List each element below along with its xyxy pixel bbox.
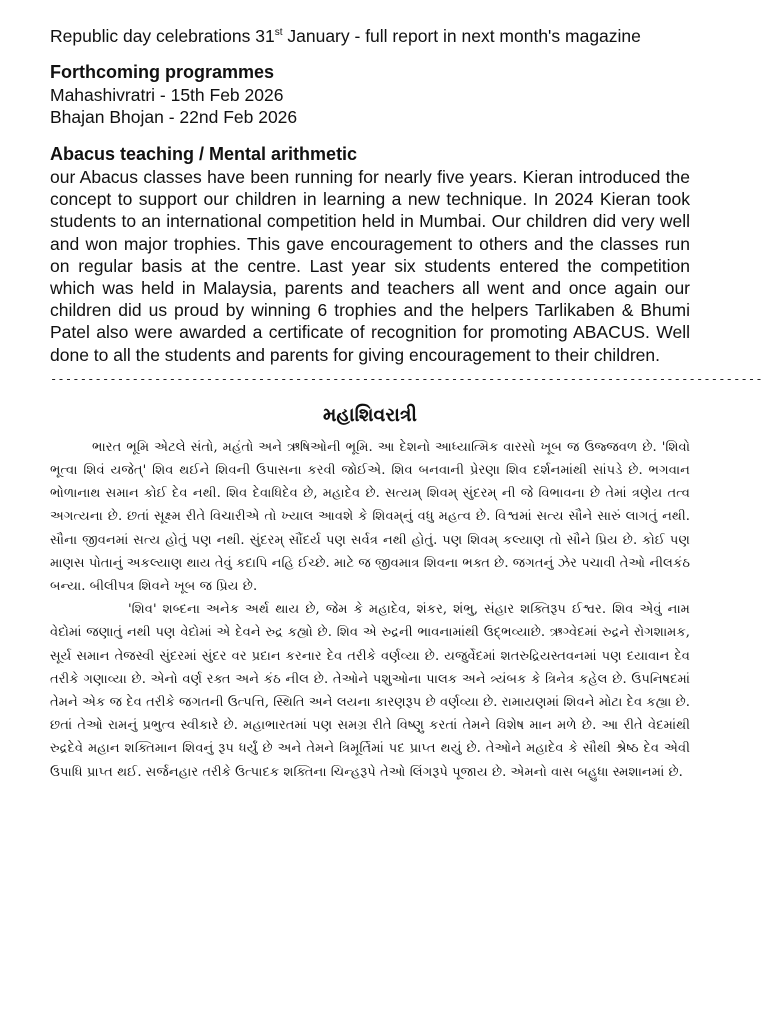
ordinal-suffix: st — [274, 27, 283, 38]
gujarati-article-title: મહાશિવરાત્રી — [323, 403, 417, 426]
forthcoming-heading: Forthcoming programmes — [50, 62, 275, 82]
abacus-section — [50, 142, 690, 366]
gujarati-paragraph: 'શિવ' શબ્દના અનેક અર્થ થાય છે, જેમ કે મહાદેવ, શંકર, શંભુ, સંહાર શક્તિરૂપ ઈશ્વર. શિવ એવું નામ વેદોમાં જણાતું નથી પણ વેદોમાં એ દેવને રુદ્ર કહ્યો છે. શિવ એ રુદ્રની ભાવનામાંથી ઉદ્ભવ્યાછે. ઋગ્વેદમાં રુદ્રને રોગશામક, સૂર્ય સમાન તેજસ્વી સુંદરમાં સુંદર વર પ્રદાન કરનાર દેવ તરીકે વર્ણવ્યા છે. યજુર્વેદમાં શતરુદ્રિયસ્તવનમાં પણ દયાવાન દેવ તરીકે ગણાવ્યા છે. એનો વર્ણ રક્ત અને કંઠ નીલ છે. તેઓને પશુઓના પાલક અને ત્ર્યંબક કે ત્રિનેત્ર કહેલ છે. ઉપનિષદમાં તેમને એક જ દેવ તરીકે જગતની ઉત્પત્તિ, સ્થિતિ અને લયના કારણરૂપ છે વર્ણવ્યા છે. રામાયણમાં શિવને મોટા દેવ કહ્યા છે. છતાં તેઓ રામનું પ્રભુત્વ સ્વીકારે છે. મહાભારતમાં પણ સમગ્ર રીતે વિષ્ણુ કરતાં તેમને વિશેષ માન મળે છે. આ રીતે વેદમાંથી રુદ્રદેવે મહાન શક્તિમાન શિવનું રૂપ ધર્યું છે અને તેમને ત્રિમૂર્તિમાં પદ પ્રાપ્ત થયું છે. તેઓને મહાદેવ કે સૌથી શ્રેષ્ઠ દેવ એવી ઉપાધિ પ્રાપ્ત થઈ. સર્જનહાર તરીકે ઉત્પાદક શક્તિના ચિન્હરૂપે તેઓ લિંગરૂપે પૂજાય છે. એમનો વાસ બહુધા સ્મશાનમાં છે. — [50, 602, 690, 780]
notice-text-start: Republic day celebrations 31 — [50, 26, 275, 46]
newsletter-page — [50, 24, 763, 784]
section-divider: ------------------------------------------------------------------------------------------------ — [50, 371, 763, 386]
republic-day-notice — [50, 24, 690, 48]
abacus-heading: Abacus teaching / Mental arithmetic — [50, 144, 358, 164]
programme-item: Mahashivratri - 15th Feb 2026 — [50, 85, 284, 105]
forthcoming-section — [50, 60, 690, 128]
notice-text-end: January - full report in next month's magazine — [282, 26, 641, 46]
abacus-body: our Abacus classes have been running for nearly five years. Kieran introduced the concept to support our children in learning a new technique. In 2024 Kieran took students to an international competition held in Mumbai. Our children did very well and won major trophies. This gave encouragement to others and the classes run on regular basis at the centre. Last year six students entered the competition which was held in Malaysia, parents and teachers all went and once again our children did us proud by winning 6 trophies and the helpers Tarlikaben & Bhumi Patel also were awarded a certificate of recognition for promoting ABACUS. Well done to all the students and parents for giving encouragement to their children. — [50, 167, 690, 365]
programme-item: Bhajan Bhojan - 22nd Feb 2026 — [50, 107, 298, 127]
gujarati-paragraph: ભારત ભૂમિ એટલે સંતો, મહંતો અને ઋષિઓની ભૂમિ. આ દેશનો આધ્યાત્મિક વારસો ખૂબ જ ઉજ્જવળ છે. 'શિવો ભૂત્વા શિવં યજેત્' શિવ થઈને શિવની ઉપાસના કરવી જોઈએ. શિવ બનવાની પ્રેરણા શિવ દર્શનમાંથી સાંપડે છે. ભગવાન ભોળાનાથ સમાન કોઈ દેવ નથી. શિવ દેવાધિદેવ છે, મહાદેવ છે. સત્યમ્ શિવમ્ સુંદરમ્ ની જે વિભાવના છે તેમાં ત્રણેય તત્વ અગત્યના છે. છતાં સૂક્ષ્મ રીતે વિચારીએ તો ખ્યાલ આવશે કે શિવમ્‌નું વધુ મહત્વ છે. વિશ્વમાં સત્ય સૌને સારું લાગતું નથી. સૌના જીવનમાં સત્ય હોતું પણ નથી. સુંદરમ્ સૌંદર્ય પણ સર્વત્ર નથી હોતું. પણ શિવમ્ કલ્યાણ તો સૌને પ્રિય છે. કોઈ પણ માણસ પોતાનું અકલ્યાણ થાય તેવું કદાપિ નહિ ઈચ્છે. માટે જ જીવમાત્ર શિવના ભક્ત છે. જગતનું ઝેર પચાવી તેઓ નીલકંઠ બન્યા. બીલીપત્ર શિવને ખૂબ જ પ્રિય છે. — [50, 439, 690, 595]
